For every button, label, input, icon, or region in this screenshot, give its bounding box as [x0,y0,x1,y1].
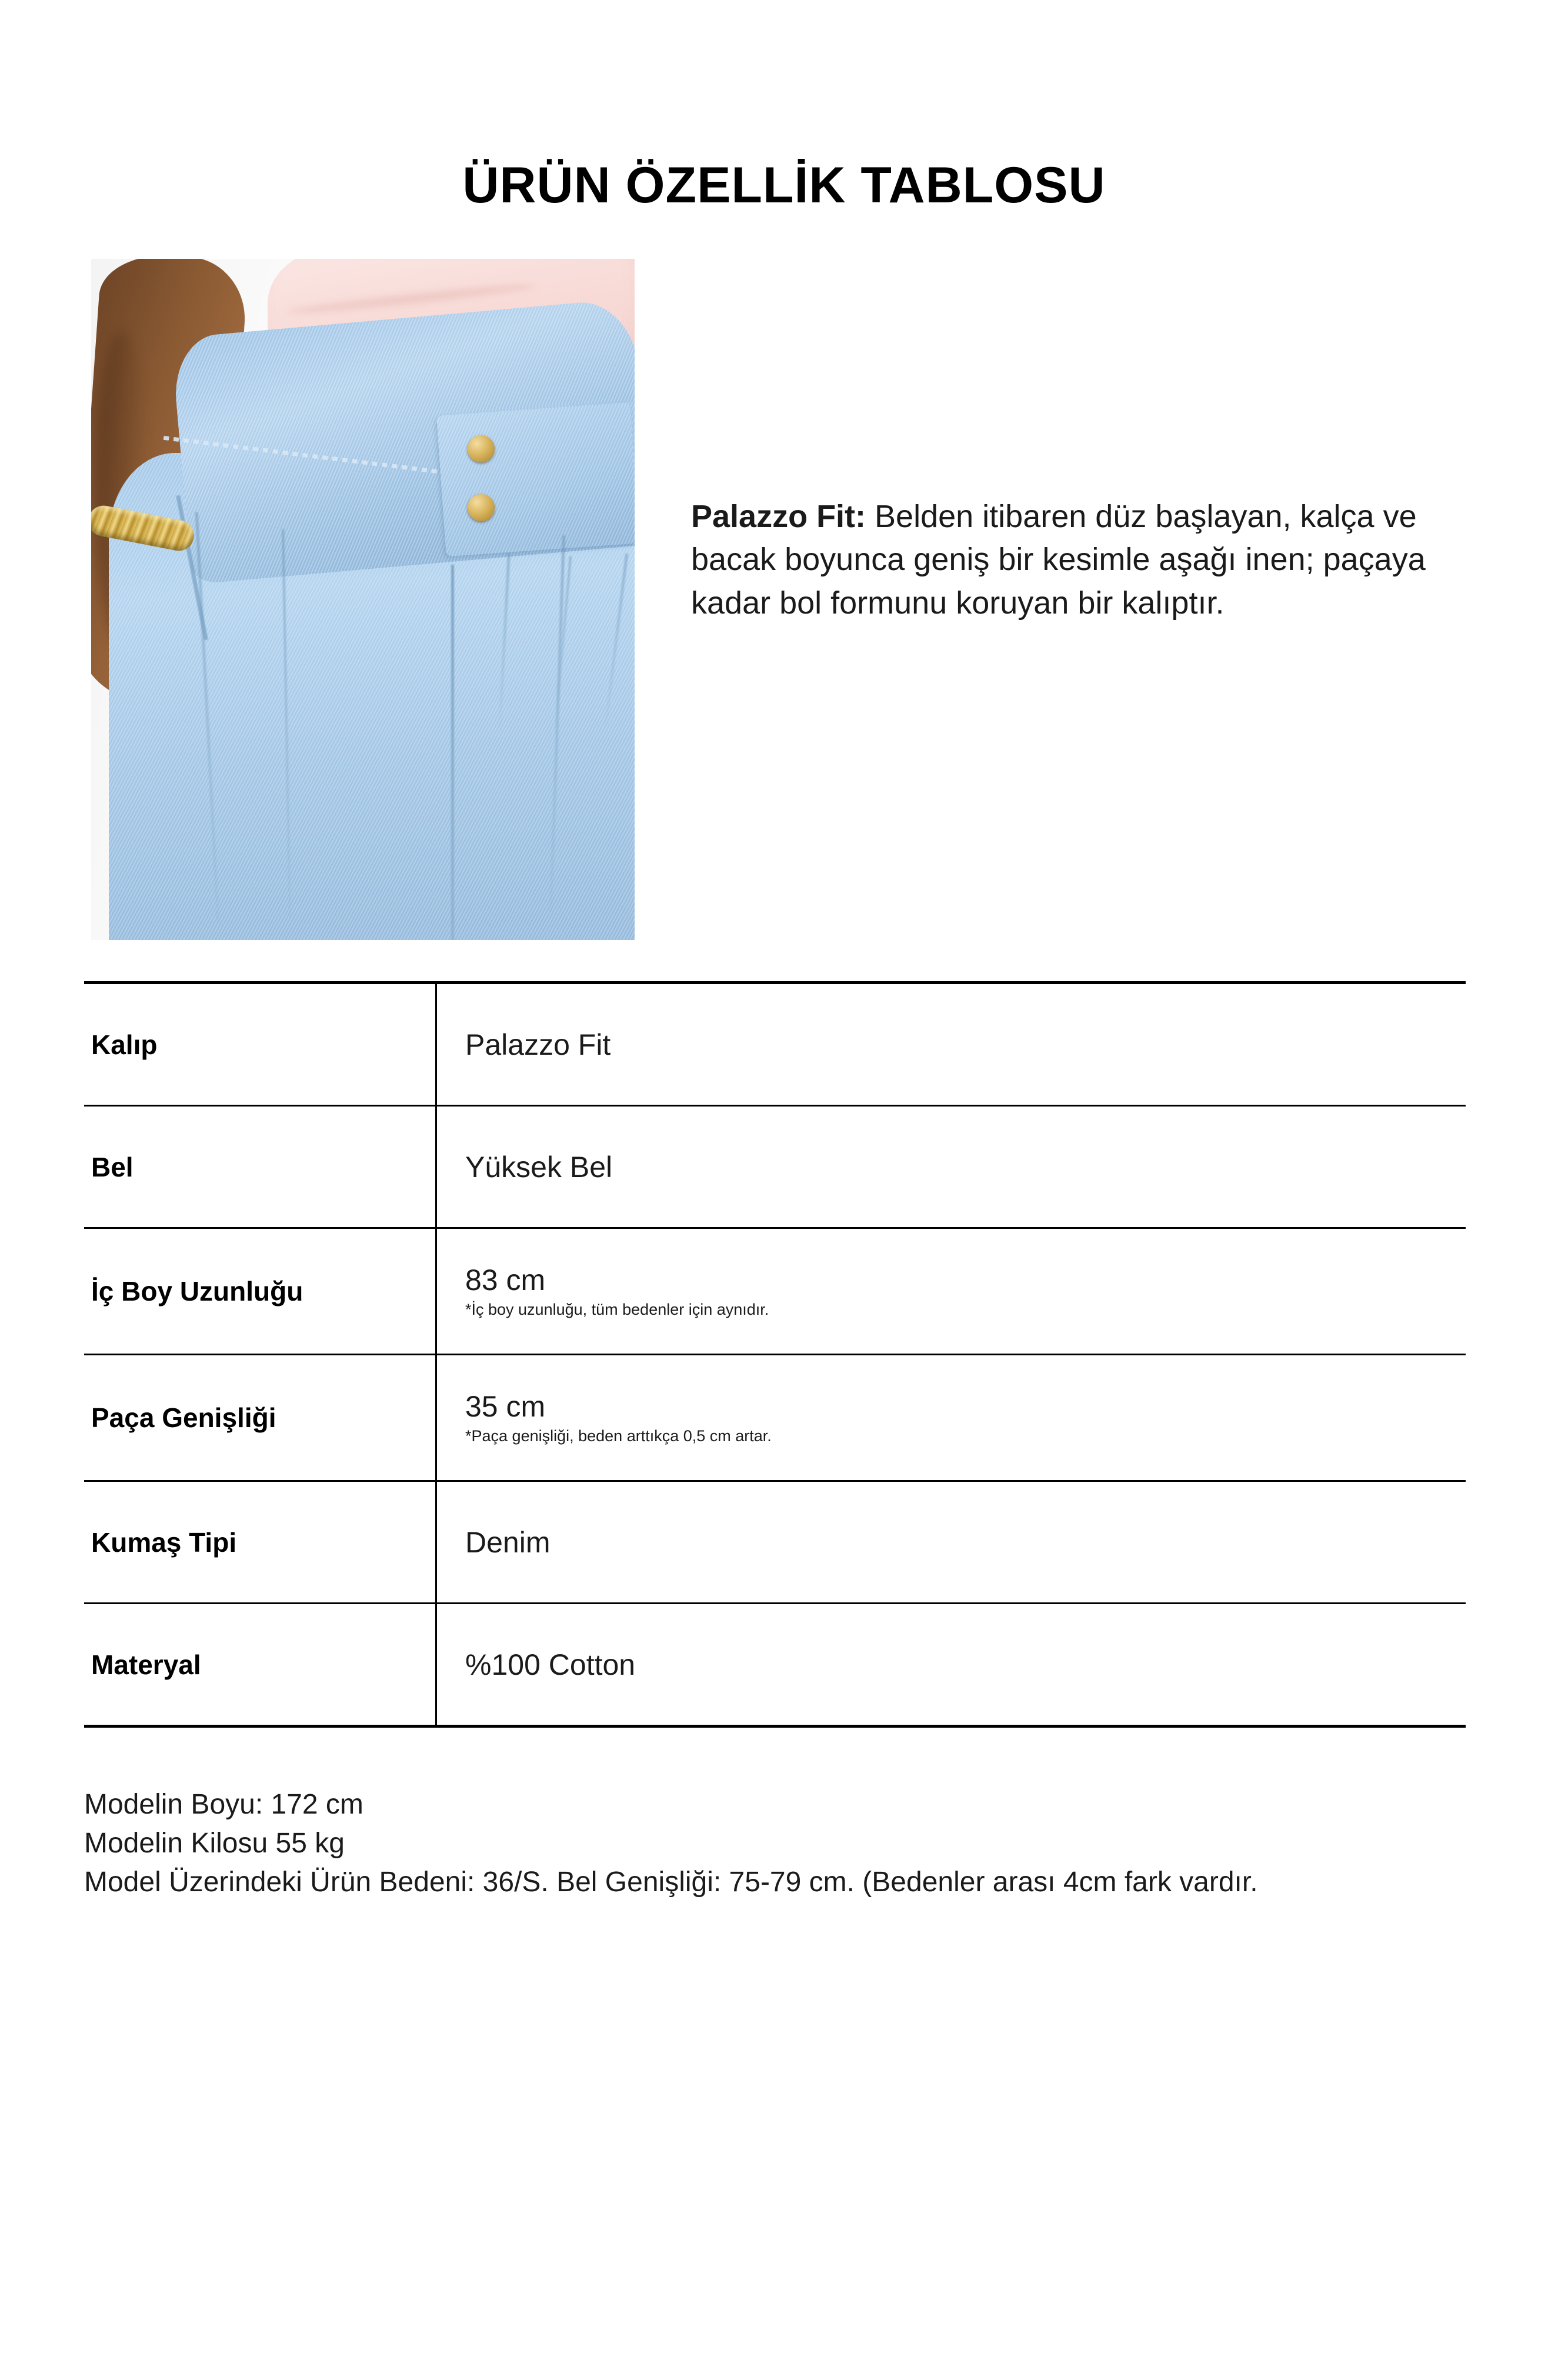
table-row [84,984,1466,1105]
fit-description-lead: Palazzo Fit: [691,499,866,534]
model-height-note: Modelin Boyu: 172 cm [84,1789,363,1820]
page-title: ÜRÜN ÖZELLİK TABLOSU [462,157,1106,214]
specification-table [84,981,1466,1728]
spec-label: Paça Genişliği [91,1402,276,1433]
denim-center-seam [451,565,454,940]
spec-value-cell [437,1106,1466,1227]
table-row [84,1229,1466,1354]
spec-value-cell [437,984,1466,1105]
model-weight-note: Modelin Kilosu 55 kg [84,1828,345,1859]
fit-description-text: Belden itibaren düz başlayan, kalça ve bacak boyunca geniş bir kesimle aşağı inen; paçaya kadar bol formunu koruyan bir kalıptır. [691,499,1426,621]
spec-footnote: *Paça genişliği, beden arttıkça 0,5 cm artar. [465,1427,772,1445]
table-row [84,1355,1466,1480]
fit-description [691,495,1473,625]
model-size-note: Model Üzerindeki Ürün Bedeni: 36/S. Bel Genişliği: 75-79 cm. (Bedenler arası 4cm fark vardır. [84,1867,1258,1898]
spec-value-cell [437,1482,1466,1602]
spec-label: İç Boy Uzunluğu [91,1276,303,1307]
gold-button-icon [468,494,495,521]
table-row [84,1482,1466,1602]
table-bottom-border [84,1725,1466,1728]
spec-value: 35 cm [465,1389,546,1423]
spec-value: Denim [465,1525,551,1559]
spec-footnote: *İç boy uzunluğu, tüm bedenler için aynıdır. [465,1300,769,1318]
spec-value-cell [437,1355,1466,1480]
gold-button-icon [468,435,495,462]
spec-value: Palazzo Fit [465,1028,611,1061]
spec-label: Kalıp [91,1029,158,1060]
denim-fly-placket [436,402,635,556]
table-row [84,1106,1466,1227]
spec-label: Bel [91,1151,134,1182]
spec-value-cell [437,1229,1466,1354]
spec-label: Kumaş Tipi [91,1527,237,1558]
product-photo-scene [91,259,635,940]
spec-value: Yüksek Bel [465,1150,613,1184]
product-photo [91,259,635,940]
spec-value: %100 Cotton [465,1648,636,1681]
spec-value: 83 cm [465,1263,546,1297]
model-info-notes [84,1785,1437,1902]
spec-value-cell [437,1604,1466,1725]
spec-label: Materyal [91,1649,201,1680]
table-row [84,1604,1466,1725]
